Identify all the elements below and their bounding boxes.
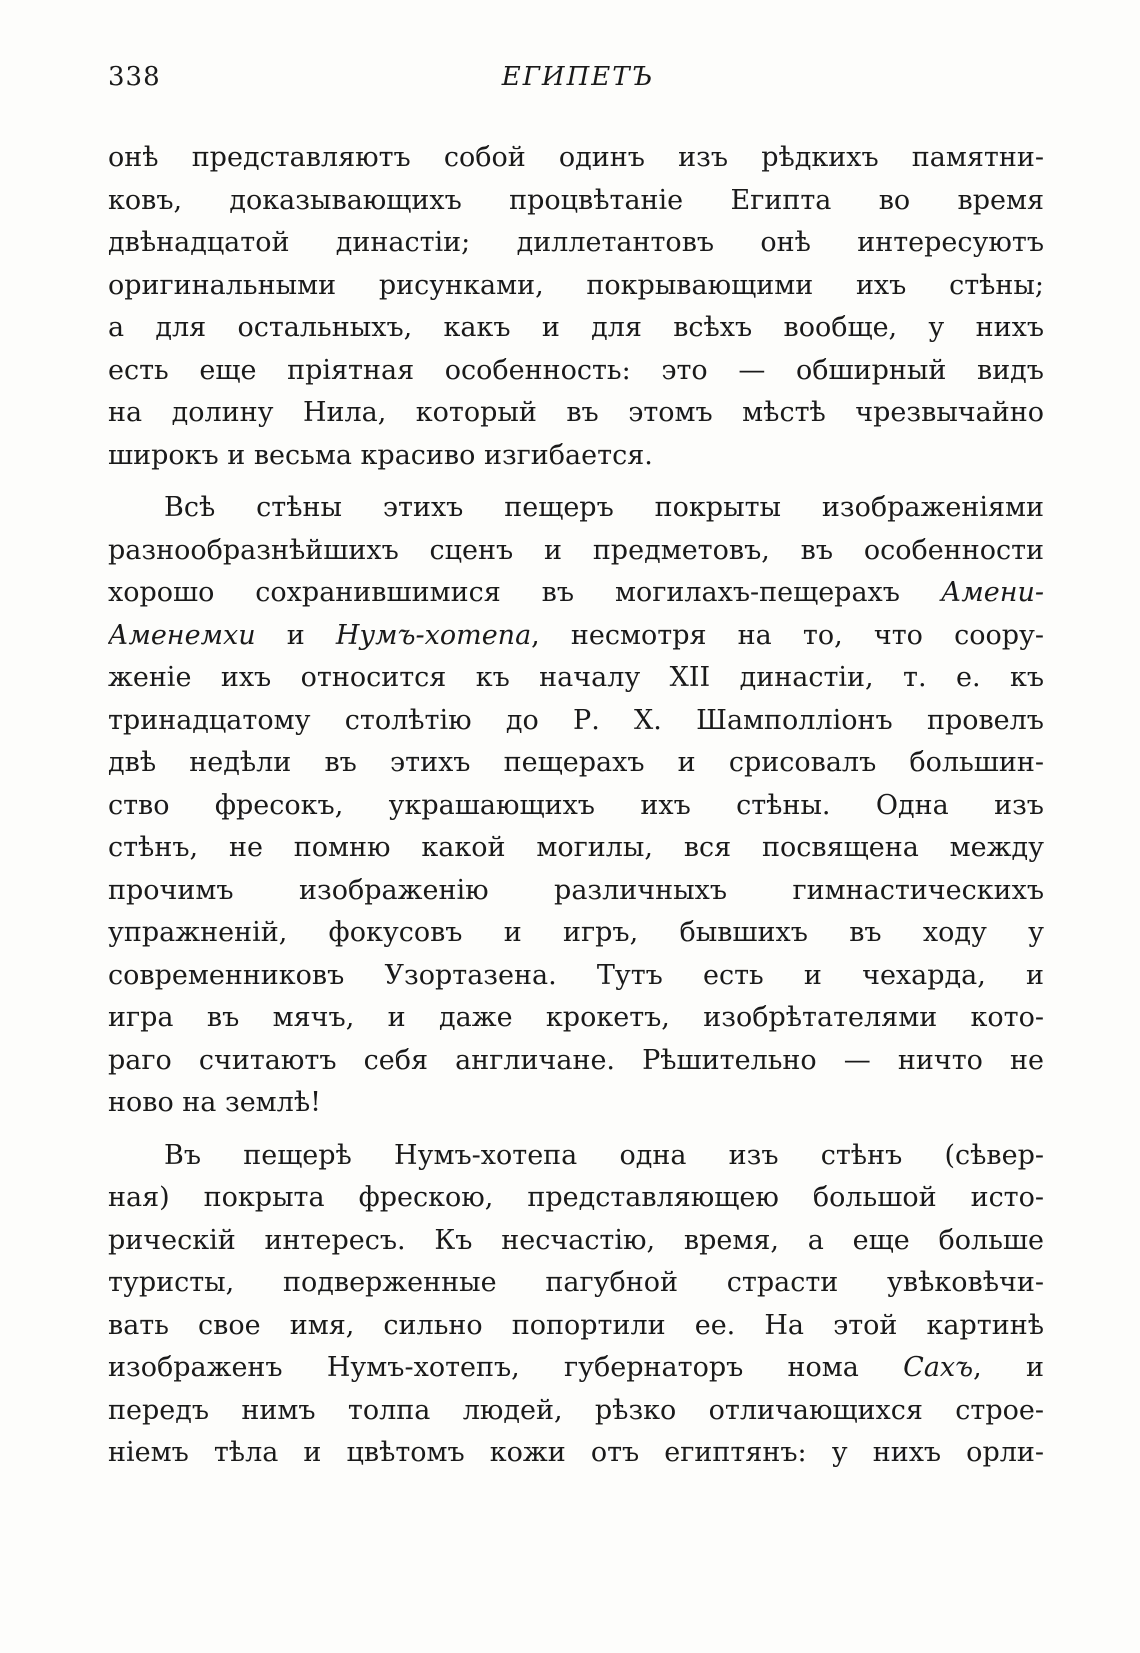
italic-name-amenemkhi: Аменемхи — [108, 619, 256, 651]
text-line: современниковъ Узортазена. Тутъ есть и чехарда, и — [108, 959, 1044, 991]
text-line: ново на землѣ! — [108, 1087, 321, 1118]
text-run: и — [255, 619, 336, 651]
text-line: упражненій, фокусовъ и игръ, бывшихъ въ ходу у — [108, 917, 1044, 948]
text-line: Всѣ стѣны этихъ пещеръ покрыты изображеніями — [164, 492, 1044, 523]
text-line: ство фресокъ, украшающихъ ихъ стѣны. Одна изъ — [108, 789, 1044, 821]
text-line: двѣ недѣли въ этихъ пещерахъ и срисовалъ большин- — [108, 747, 1044, 778]
text-line: прочимъ изображенію различныхъ гимнастическихъ — [108, 874, 1044, 906]
italic-name-num-khotep: Нумъ-хотепа — [335, 619, 532, 651]
text-line: ковъ, доказывающихъ процвѣтаніе Египта во время — [108, 184, 1044, 216]
text-line: двѣнадцатой династіи; диллетантовъ онѣ интересуютъ — [108, 227, 1044, 258]
text-line: на долину Нила, который въ этомъ мѣстѣ чрезвычайно — [108, 397, 1044, 428]
text-line: рическій интересъ. Къ несчастію, время, а еще больше — [108, 1224, 1044, 1256]
text-run: изображенъ Нумъ-хотепъ, губернаторъ нома — [108, 1352, 904, 1383]
text-line — [108, 572, 1044, 615]
text-line: ная) покрыта фрескою, представляющею большой исто- — [108, 1182, 1044, 1213]
text-line: Въ пещерѣ Нумъ-хотепа одна изъ стѣнъ (сѣвер- — [164, 1139, 1044, 1171]
text-line: онѣ представляютъ собой одинъ изъ рѣдкихъ памятни- — [108, 142, 1044, 173]
text-line: оригинальными рисунками, покрывающими ихъ стѣны; — [108, 269, 1044, 301]
text-line: игра въ мячъ, и даже крокетъ, изобрѣтателями кото- — [108, 1002, 1044, 1033]
text-line: а для остальныхъ, какъ и для всѣхъ вообще, у нихъ — [108, 312, 1044, 343]
page-number: 338 — [108, 62, 161, 92]
italic-name-sakh: Сахъ — [903, 1352, 974, 1383]
text-line: есть еще пріятная особенность: это — обширный видъ — [108, 354, 1044, 386]
paragraph-2 — [108, 487, 1044, 1125]
text-run: , несмотря на то, что соору- — [531, 619, 1044, 651]
text-line: стѣнъ, не помню какой могилы, вся посвящена между — [108, 832, 1044, 863]
text-line: тринадцатому столѣтію до Р. X. Шамполліонъ провелъ — [108, 704, 1044, 736]
text-line: вать свое имя, сильно попортили ее. На этой картинѣ — [108, 1309, 1044, 1341]
text-run: , и — [973, 1352, 1044, 1383]
text-line: широкъ и весьма красиво изгибается. — [108, 439, 653, 471]
text-line: раго считаютъ себя англичане. Рѣшительно — ничто не — [108, 1044, 1044, 1076]
text-line: передъ нимъ толпа людей, рѣзко отличающихся строе- — [108, 1394, 1044, 1426]
text-line — [108, 1347, 1044, 1390]
text-line: ніемъ тѣла и цвѣтомъ кожи отъ египтянъ: у нихъ орли- — [108, 1437, 1044, 1468]
text-line: туристы, подверженные пагубной страсти увѣковѣчи- — [108, 1267, 1044, 1298]
paragraph-1 — [108, 137, 1044, 477]
paragraph-3 — [108, 1135, 1044, 1475]
body-text — [108, 137, 1044, 1485]
text-line: женіе ихъ относится къ началу XII династіи, т. е. къ — [108, 662, 1044, 693]
text-line: разнообразнѣйшихъ сценъ и предметовъ, въ особенности — [108, 534, 1044, 566]
page-header — [108, 62, 1048, 102]
text-run: хорошо сохранившимися въ могилахъ-пещерахъ — [108, 577, 941, 608]
running-title: ЕГИПЕТЪ — [501, 62, 655, 92]
text-line — [108, 615, 1044, 658]
italic-name-ameni: Амени- — [940, 577, 1044, 608]
